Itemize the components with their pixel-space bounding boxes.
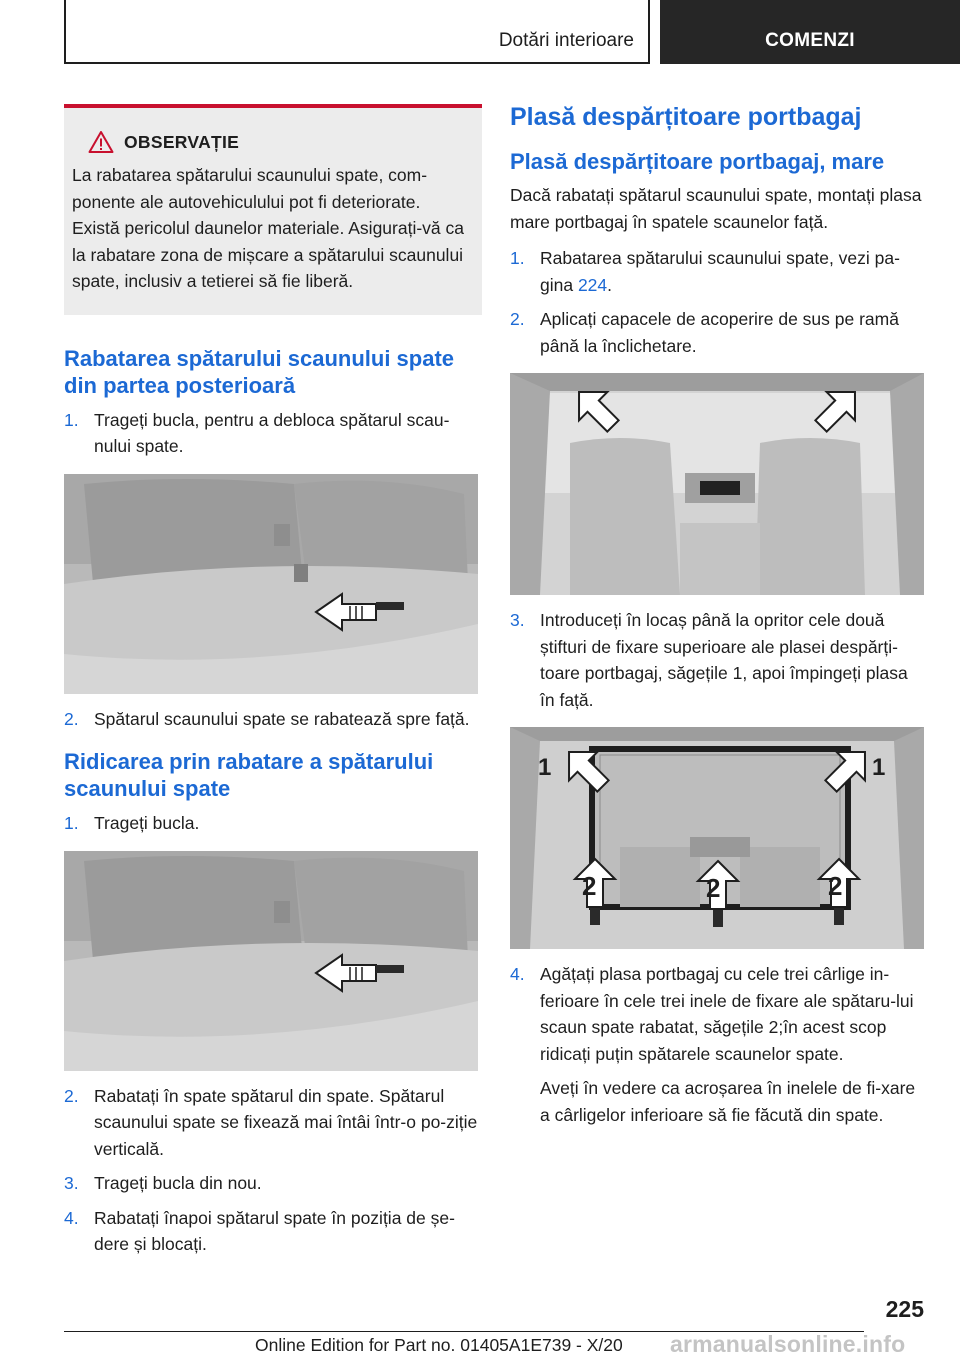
notice-body: La rabatarea spătarului scaunului spate, com-ponente ale autovehiculului pot fi deteriorate. Există pericolul daunelor materiale. Asigurați-vă ca la rabatare zona de mișcare a spătarului scaunului spate, inclusiv a tetierei să fie liberă. (72, 165, 464, 291)
list-item (510, 607, 924, 713)
step-text: Rabatarea spătarului scaunului spate, vezi pa-gina (540, 248, 900, 295)
seat-release-photo-2 (64, 851, 478, 1071)
step-text: Aplicați capacele de acoperire de sus pe ramă până la înclichetare. (540, 309, 899, 356)
header-chapter-tab (660, 0, 960, 64)
notice-title: OBSERVAȚIE (124, 131, 240, 152)
fold-up-heading: Ridicarea prin rabatare a spătarului scaunului spate (64, 749, 434, 801)
page-link[interactable]: 224 (577, 274, 608, 295)
step-text: Trageți bucla din nou. (94, 1173, 262, 1193)
step-number: 3. (510, 610, 525, 630)
step-text: Trageți bucla, pentru a debloca spătarul scau-nului spate. (94, 409, 450, 456)
watermark-logo: armanualsonline.info (670, 1331, 906, 1357)
step-number: 4. (64, 1207, 79, 1228)
left-column (64, 104, 482, 1258)
list-item (64, 407, 482, 460)
footer-edition: Online Edition for Part no. 01405A1E739 - X/20 (255, 1335, 623, 1355)
fig-label-arrow-2-mid: 2 (706, 873, 721, 903)
list-item (64, 1170, 482, 1197)
fig-label-arrow-2-right: 2 (828, 871, 843, 901)
net-installation-photo (510, 727, 924, 949)
right-column (510, 104, 924, 1128)
step-text: Introduceți în locaș până la opritor cele două știfturi de fixare superioare ale plasei despărți-toare portbagaj, săgețile 1, apoi împingeți plasa în față. (540, 610, 908, 710)
net-steps-3 (510, 607, 924, 713)
step-number: 1. (510, 248, 525, 268)
list-item (510, 961, 924, 1128)
step-note: Aveți în vedere ca acroșarea în inelele de fi-xare a cârligelor inferioare să fie făcută din spate. (540, 1078, 916, 1125)
header-section-title: Dotări interioare (498, 30, 634, 51)
step-text: Trageți bucla. (94, 813, 200, 833)
fold-up-steps-cont (64, 1083, 482, 1258)
fig-label-arrow-1-left: 1 (538, 754, 552, 781)
list-item (64, 810, 482, 837)
net-subtitle: Plasă despărțitoare portbagaj, mare (510, 149, 885, 174)
net-title: Plasă despărțitoare portbagaj (510, 103, 862, 131)
fig-label-arrow-2-left: 2 (582, 871, 597, 901)
cover-caps-photo (510, 373, 924, 595)
fold-down-heading: Rabatarea spătarului scaunului spate din partea posterioară (64, 345, 455, 398)
step-number: 3. (64, 1173, 79, 1193)
fig-label-arrow-1-right: 1 (872, 754, 886, 781)
step-text: Rabatați în spate spătarul din spate. Spătarul scaunului spate se fixează mai întâi într-o po-ziție verticală. (94, 1085, 478, 1159)
list-item (64, 1083, 482, 1163)
step-text-end: . (607, 274, 613, 295)
warning-icon (88, 130, 114, 154)
step-number: 4. (510, 964, 525, 984)
list-item (510, 245, 924, 298)
net-intro: Dacă rabatați spătarul scaunului spate, montați plasa mare portbagaj în spatele scaunelor față. (510, 185, 922, 232)
step-number: 2. (64, 708, 79, 729)
net-steps (510, 245, 924, 359)
step-number: 2. (64, 1085, 79, 1106)
page-number: 225 (885, 1296, 924, 1322)
step-text: Rabatați înapoi spătarul spate în poziția de șe-dere și blocați. (94, 1207, 455, 1254)
step-number: 1. (64, 813, 79, 833)
notice-box (64, 104, 482, 315)
list-item (64, 1205, 482, 1258)
step-number: 2. (510, 309, 525, 329)
list-item (64, 706, 482, 733)
step-text: Spătarul scaunului spate se rabatează spre față. (94, 708, 470, 729)
net-steps-4 (510, 961, 924, 1128)
header-section-box (64, 0, 650, 64)
list-item (510, 306, 924, 359)
header-chapter-title: COMENZI (765, 30, 855, 51)
step-number: 1. (64, 409, 79, 430)
notice-header (88, 130, 472, 154)
step-text: Agățați plasa portbagaj cu cele trei cârlige in-ferioare în cele trei inele de fixare ale spătaru-lui scaun spate rabatat, săgețile 2;în acest scop ridicați puțin spătarele scaunelor spate. (540, 964, 914, 1064)
fold-down-steps-cont (64, 706, 482, 733)
fold-up-steps (64, 810, 482, 837)
fold-down-steps (64, 407, 482, 460)
seat-release-photo-1 (64, 474, 478, 694)
